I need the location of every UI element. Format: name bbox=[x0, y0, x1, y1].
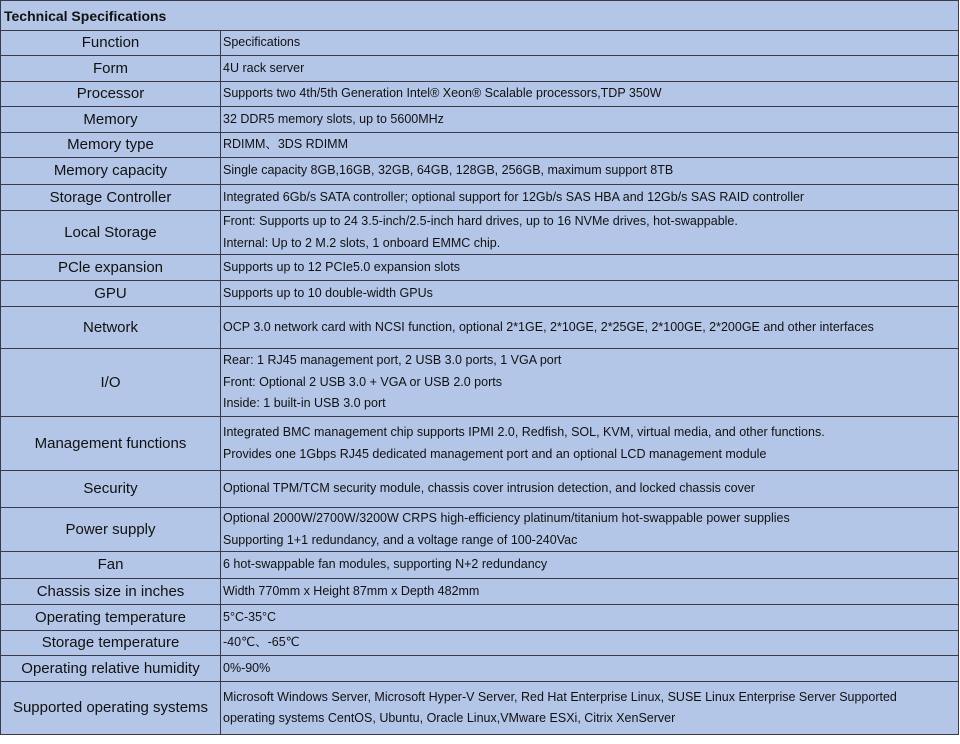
function-cell: I/O bbox=[1, 349, 221, 417]
function-cell: Function bbox=[1, 31, 221, 56]
spec-cell bbox=[221, 605, 959, 631]
spec-line: Supports up to 10 double-width GPUs bbox=[223, 285, 433, 300]
spec-line: Optional 2000W/2700W/3200W CRPS high-efficiency platinum/titanium hot-swappable power supplies bbox=[223, 511, 790, 525]
table-row bbox=[1, 107, 959, 133]
table-row bbox=[1, 417, 959, 471]
table-row bbox=[1, 682, 959, 735]
spec-rows bbox=[1, 31, 959, 735]
table-row bbox=[1, 158, 959, 185]
spec-line: Internal: Up to 2 M.2 slots, 1 onboard EMMC chip. bbox=[223, 235, 501, 250]
spec-line: Provides one 1Gbps RJ45 dedicated management port and an optional LCD management module bbox=[223, 446, 767, 461]
spec-cell bbox=[221, 82, 959, 107]
function-cell: Memory type bbox=[1, 133, 221, 158]
function-cell: Power supply bbox=[1, 508, 221, 552]
table-row bbox=[1, 211, 959, 255]
spec-line: Rear: 1 RJ45 management port, 2 USB 3.0 ports, 1 VGA port bbox=[223, 353, 562, 368]
function-cell: Storage temperature bbox=[1, 631, 221, 656]
spec-line: Supports two 4th/5th Generation Intel® Xeon® Scalable processors,TDP 350W bbox=[223, 86, 662, 101]
spec-cell bbox=[221, 158, 959, 185]
spec-cell bbox=[221, 631, 959, 656]
spec-line: Supporting 1+1 redundancy, and a voltage range of 100-240Vac bbox=[223, 532, 578, 547]
table-row bbox=[1, 508, 959, 552]
spec-line: Width 770mm x Height 87mm x Depth 482mm bbox=[223, 583, 480, 598]
function-cell: Management functions bbox=[1, 417, 221, 471]
table-row bbox=[1, 185, 959, 211]
function-cell: Form bbox=[1, 56, 221, 82]
function-cell: Security bbox=[1, 471, 221, 508]
function-cell: Local Storage bbox=[1, 211, 221, 255]
spec-line: 6 hot-swappable fan modules, supporting N+2 redundancy bbox=[223, 557, 548, 572]
table-row bbox=[1, 281, 959, 307]
spec-line: Single capacity 8GB,16GB, 32GB, 64GB, 128GB, 256GB, maximum support 8TB bbox=[223, 163, 674, 178]
spec-line: RDIMM、3DS RDIMM bbox=[223, 137, 348, 152]
spec-line: Supports up to 12 PCIe5.0 expansion slots bbox=[223, 259, 460, 274]
spec-line: 4U rack server bbox=[223, 60, 305, 75]
spec-cell bbox=[221, 31, 959, 56]
spec-cell bbox=[221, 656, 959, 682]
table-row bbox=[1, 631, 959, 656]
spec-cell bbox=[221, 349, 959, 417]
spec-cell bbox=[221, 307, 959, 349]
table-title: Technical Specifications bbox=[1, 1, 959, 31]
spec-line: Integrated BMC management chip supports IPMI 2.0, Redfish, SOL, KVM, virtual media, and other functions. bbox=[223, 425, 825, 439]
spec-cell bbox=[221, 508, 959, 552]
table-row bbox=[1, 349, 959, 417]
table-row bbox=[1, 82, 959, 107]
table-row bbox=[1, 31, 959, 56]
table-row bbox=[1, 56, 959, 82]
table-row bbox=[1, 255, 959, 281]
function-cell: Network bbox=[1, 307, 221, 349]
spec-line: 32 DDR5 memory slots, up to 5600MHz bbox=[223, 111, 444, 126]
function-cell: Operating relative humidity bbox=[1, 656, 221, 682]
spec-cell bbox=[221, 185, 959, 211]
function-cell: Operating temperature bbox=[1, 605, 221, 631]
table-row bbox=[1, 307, 959, 349]
spec-cell bbox=[221, 56, 959, 82]
spec-line: Specifications bbox=[223, 35, 301, 50]
spec-line: 0%-90% bbox=[223, 660, 271, 675]
spec-cell bbox=[221, 579, 959, 605]
table-row bbox=[1, 656, 959, 682]
spec-cell bbox=[221, 107, 959, 133]
function-cell: PCle expansion bbox=[1, 255, 221, 281]
table-row bbox=[1, 605, 959, 631]
function-cell: Chassis size in inches bbox=[1, 579, 221, 605]
spec-line: Front: Supports up to 24 3.5-inch/2.5-inch hard drives, up to 16 NVMe drives, hot-swappable. bbox=[223, 214, 738, 228]
spec-cell bbox=[221, 471, 959, 508]
spec-cell bbox=[221, 133, 959, 158]
spec-line: Integrated 6Gb/s SATA controller; optional support for 12Gb/s SAS HBA and 12Gb/s SAS RAID controller bbox=[223, 189, 805, 204]
title-row bbox=[1, 1, 959, 31]
function-cell: Memory bbox=[1, 107, 221, 133]
spec-cell bbox=[221, 552, 959, 579]
function-cell: Storage Controller bbox=[1, 185, 221, 211]
spec-line: OCP 3.0 network card with NCSI function, optional 2*1GE, 2*10GE, 2*25GE, 2*100GE, 2*200GE and other interfaces bbox=[223, 319, 874, 334]
table-row bbox=[1, 471, 959, 508]
function-cell: Processor bbox=[1, 82, 221, 107]
function-cell: Fan bbox=[1, 552, 221, 579]
spec-cell bbox=[221, 211, 959, 255]
spec-line: -40℃、-65℃ bbox=[223, 635, 300, 650]
table-row bbox=[1, 552, 959, 579]
spec-cell bbox=[221, 417, 959, 471]
spec-line: 5°C-35°C bbox=[223, 609, 277, 624]
spec-cell bbox=[221, 255, 959, 281]
spec-cell bbox=[221, 682, 959, 735]
table-row bbox=[1, 579, 959, 605]
spec-line: Front: Optional 2 USB 3.0 + VGA or USB 2.0 ports bbox=[223, 374, 502, 389]
spec-line: Microsoft Windows Server, Microsoft Hyper-V Server, Red Hat Enterprise Linux, SUSE Linux Enterprise Server Supported bbox=[223, 689, 897, 704]
spec-line: Optional TPM/TCM security module, chassis cover intrusion detection, and locked chassis cover bbox=[223, 481, 755, 496]
spec-cell bbox=[221, 281, 959, 307]
spec-line: Inside: 1 built-in USB 3.0 port bbox=[223, 396, 386, 411]
function-cell: Supported operating systems bbox=[1, 682, 221, 735]
table-row bbox=[1, 133, 959, 158]
function-cell: GPU bbox=[1, 281, 221, 307]
function-cell: Memory capacity bbox=[1, 158, 221, 185]
spec-line: operating systems CentOS, Ubuntu, Oracle Linux,VMware ESXi, Citrix XenServer bbox=[223, 711, 676, 725]
